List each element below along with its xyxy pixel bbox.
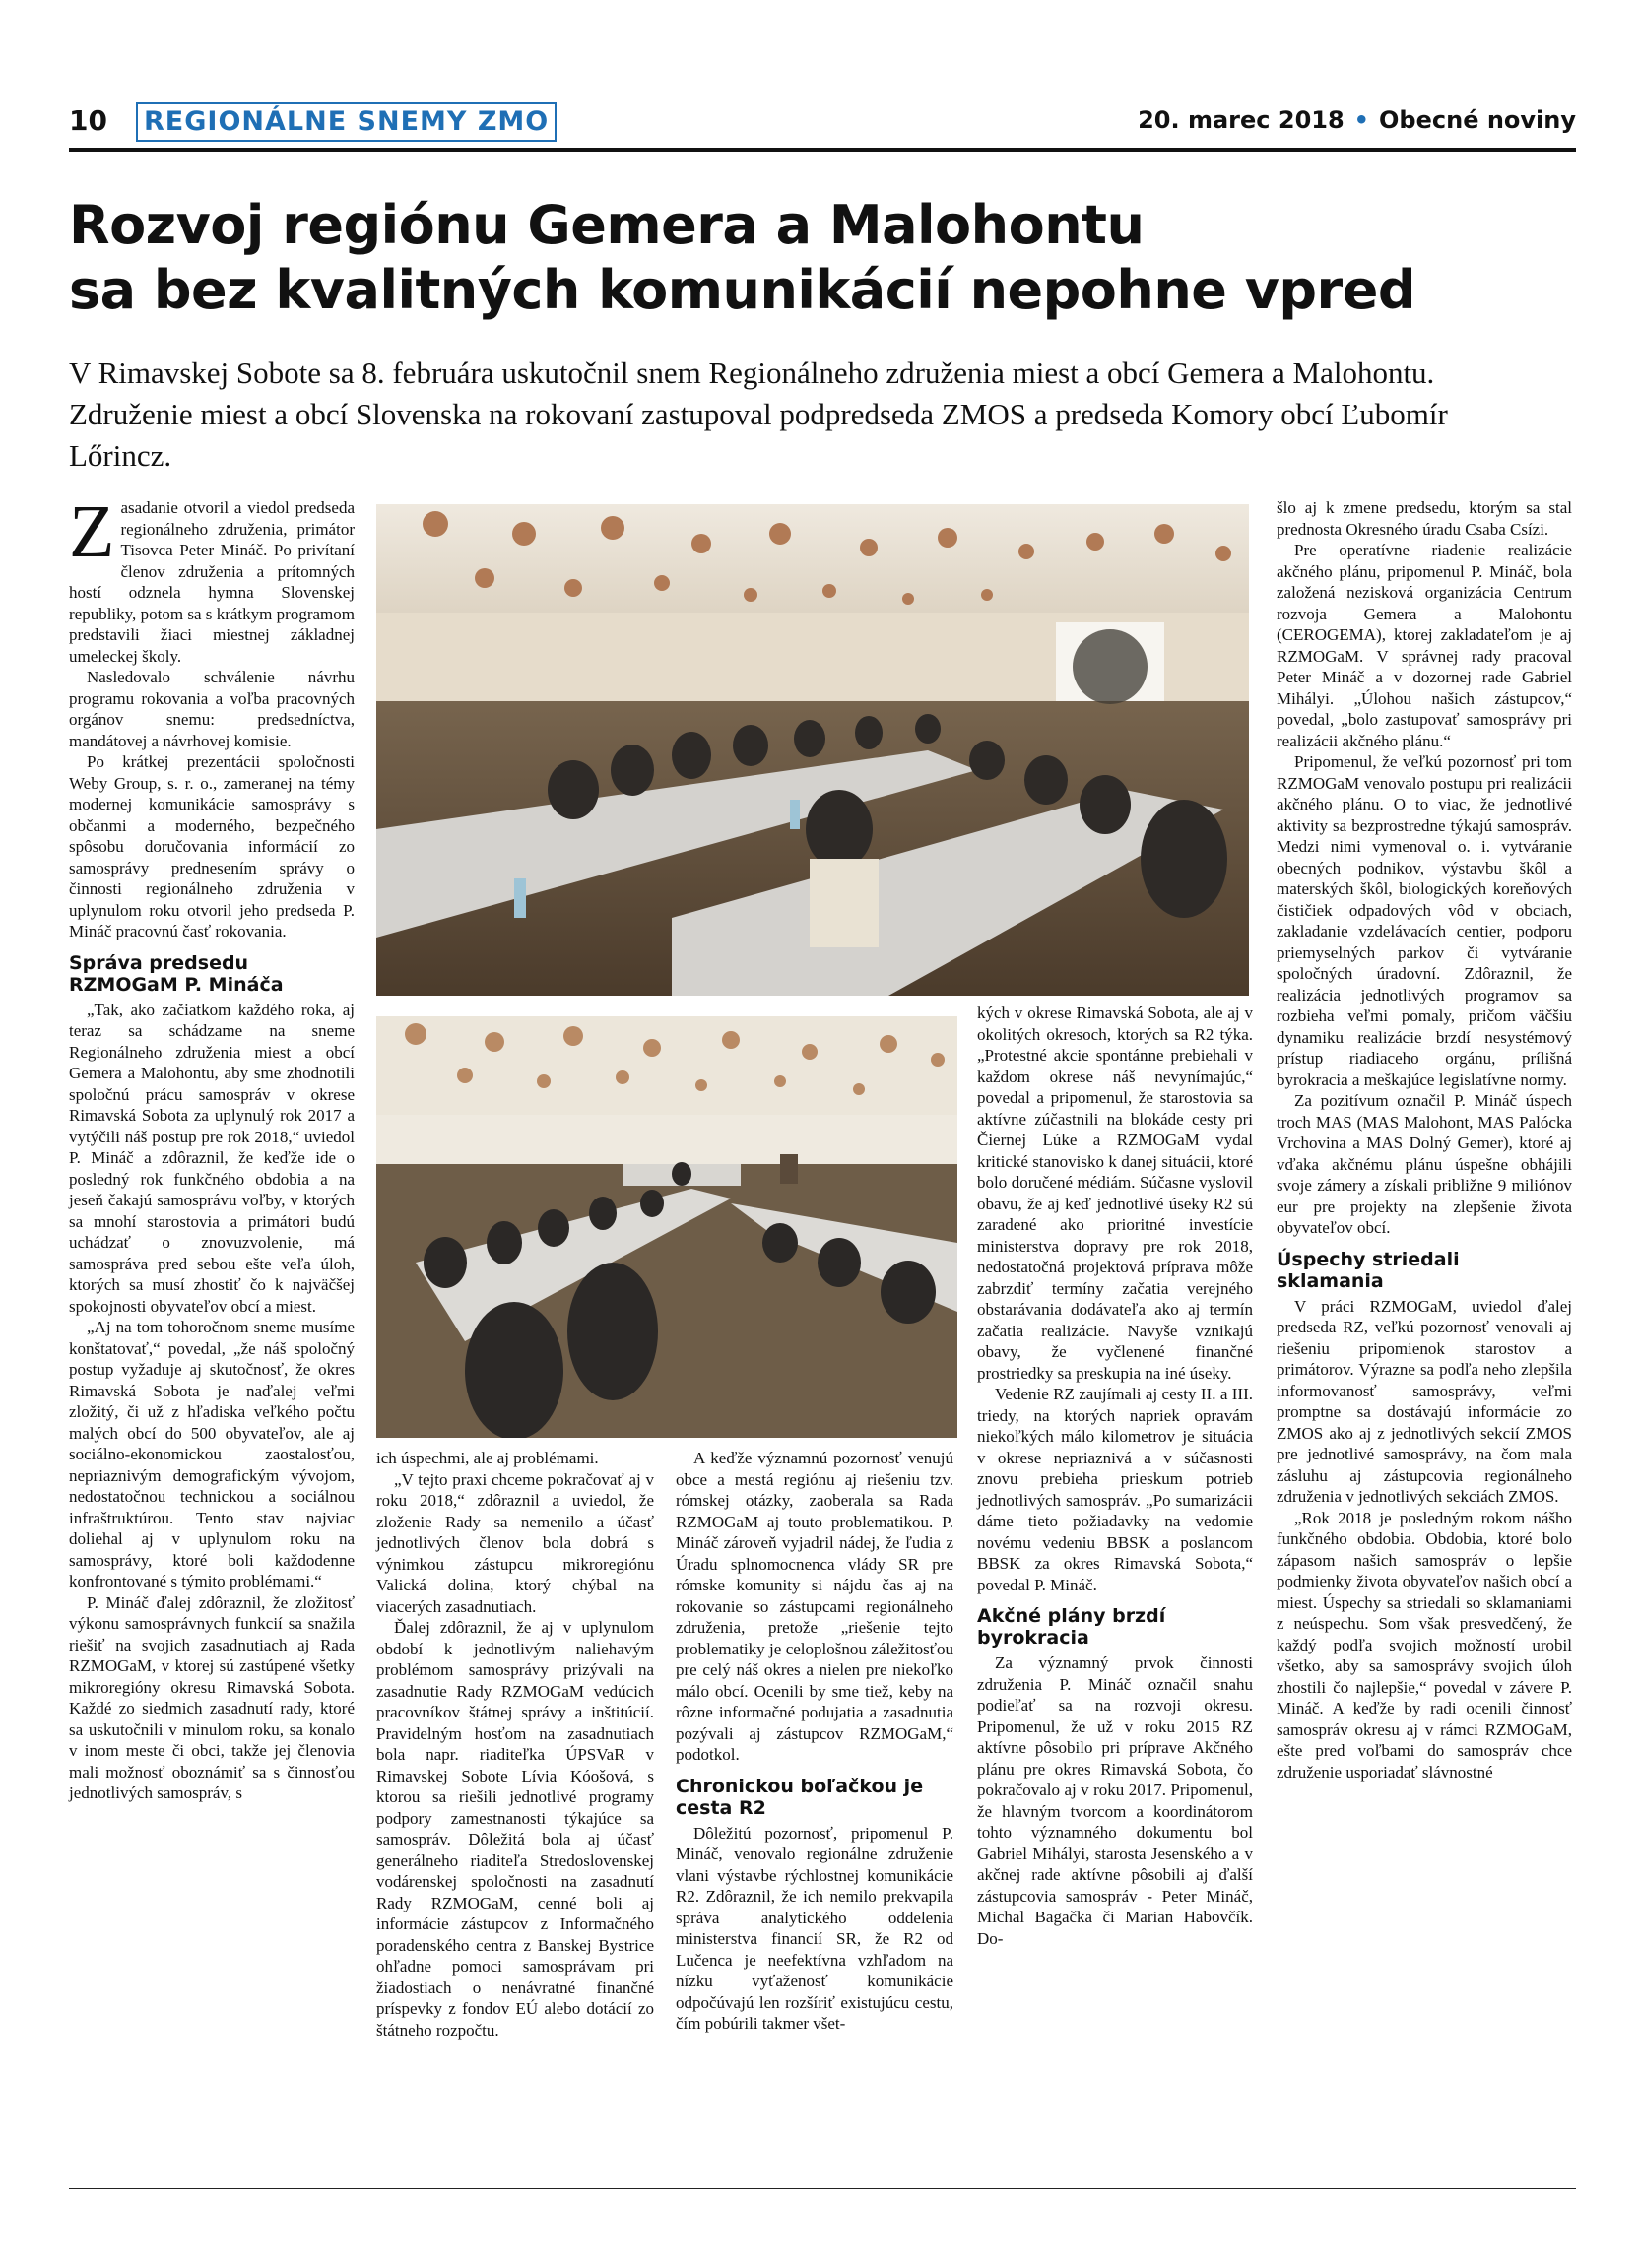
footer-rule (69, 2188, 1576, 2189)
meeting-table-image (376, 1016, 957, 1438)
paragraph: Ďalej zdôraznil, že aj v uplynulom období k jednotlivým naliehavým problémom samosprávy prizývali na zasadnutie Rady RZMOGaM vedúcich pracovníkov štátnej správy a inštitúcií. Pravidelným hosťom na zasadnutiach bola napr. riaditeľka ÚPSVaR v Rimavskej Sobote Lívia Kóošová, s ktorou sa riešili jednotlivé programy podpory zamestnanosti týkajúce sa samospráv. Dôležitá bola aj účasť generálneho riaditeľa Stredoslovenskej vodárenskej spoločnosti na zasadnutí Rady RZMOGaM, cenné boli aj informácie zástupcov z Informačného poradenského centra z Banskej Bystrice ohľadne pomoci samosprávam pri žiadostiach o nenávratné finančné príspevky z fondov EÚ alebo dotácií zo štátneho rozpočtu. (376, 1618, 654, 2040)
subheading: Chronickou boľačkou je cesta R2 (676, 1775, 924, 1819)
issue-info (1138, 106, 1576, 134)
title-line-2: sa bez kvalitných komunikácií nepohne vpred (69, 259, 1415, 321)
paragraph: Vedenie RZ zaujímali aj cesty II. a III. triedy, na ktorých napriek opravám niekoľkých málo kilometrov je situácia v okrese nepriaznivá a v súčasnosti znovu prebieha prieskum potrieb jednotlivých samospráv. „Po sumarizácii dáme tieto požiadavky na vedomie novému vedeniu BBSK a poslancom BBSK za okres Rimavská Sobota,“ povedal P. Mináč. (977, 1385, 1253, 1594)
paragraph: šlo aj k zmene predsedu, ktorým sa stal prednosta Okresného úradu Csaba Csízi. (1277, 498, 1572, 539)
conference-hall-image (376, 504, 1249, 996)
subheading: Akčné plány brzdí byrokracia (977, 1605, 1166, 1649)
paragraph: Po krátkej prezentácii spoločnosti Weby Group, s. r. o., zameranej na témy modernej komunikácie samosprávy s občanmi a moderného, bezpečného spôsobu doručovania informácií zo samosprávy prednesením správy o činnosti regionálneho združenia v uplynulom roku otvoril jeho predseda P. Mináč pracovnú časť rokovania. (69, 752, 355, 940)
paragraph (69, 490, 355, 667)
issue-date: 20. marec 2018 (1138, 106, 1345, 134)
publication-name: Obecné noviny (1379, 106, 1576, 134)
paragraph: Dôležitú pozornosť, pripomenul P. Mináč, venovalo regionálne združenie vlani výstavbe rýchlostnej komunikácie R2. Zdôraznil, že ich nemilo prekvapila správa analytického oddelenia ministerstva financií SR, že R2 od Lučenca je neefektívna vzhľadom na nízku vyťaženosť komunikácie odpočúvajú len rozšíriť existujúcu cestu, čím pobúrili takmer všet- (676, 1823, 953, 2033)
column-2 (376, 1448, 654, 2186)
paragraph: Za pozitívum označil P. Mináč úspech troch MAS (MAS Malohont, MAS Palócka Vrchovina a MAS Dolný Gemer), ktoré aj vďaka akčnému plánu úspešne obhájili svoje zámery a získali približne 9 miliónov eur pre projekty na zlepšenie života obyvateľov obcí. (1277, 1091, 1572, 1237)
conference-hall-photo (376, 504, 1249, 996)
column-5 (1277, 497, 1572, 2186)
paragraph: „Aj na tom tohoročnom sneme musíme konštatovať,“ povedal, „že náš spoločný postup vyžaduje aj skutočnosť, že okres Rimavská Sobota je naďalej veľmi zložitý, či už z hľadiska veľkého počtu malých obcí do 500 obyvateľov, ale aj sociálno-ekonomickou zaostalosťou, nepriaznivým demografickým vývojom, nedostatočnou technickou a sociálnou infraštruktúrou. Tento stav najviac doliehal aj v uplynulom roku na samosprávy, ktoré boli každodenne konfrontované s týmito problémami.“ (69, 1318, 355, 1590)
paragraph: „Tak, ako začiatkom každého roka, aj teraz sa schádzame na sneme Regionálneho združenia miest a obcí Gemera a Malohontu, aby sme zhodnotili spoločnú prácu samospráv v okrese Rimavská Sobota za uplynulý rok 2017 a vytýčili náš postup pre rok 2018,“ uviedol P. Mináč a zdôraznil, že keďže ide o posledný rok funkčného obdobia a na jeseň čakajú samosprávu voľby, v ktorých sa mnohí starostovia a primátori budú uchádzať o znovuzvolenie, má samospráva pred sebou ešte veľa úloh, ktorých sa musí zhostiť čo k najväčšej spokojnosti obyvateľov obcí a miest. (69, 1000, 355, 1316)
separator-dot: • (1353, 106, 1370, 134)
paragraph: „V tejto praxi chceme pokračovať aj v roku 2018,“ zdôraznil a uviedol, že zloženie Rady sa nemenilo a účasť jednotlivých členov bola dobrá s výnimkou zástupcu mikroregiónu Valická dolina, ktorý chýbal na viacerých zasadnutiach. (376, 1469, 654, 1616)
section-label: REGIONÁLNE SNEMY ZMO (136, 102, 557, 142)
paragraph: „Rok 2018 je posledným rokom nášho funkčného obdobia. Obdobia, ktoré bolo zápasom našich samospráv o lepšie podmienky života obyvateľov našich obcí a miest. Úspechy sa striedali so sklamaniami z neúspechu. Som však presvedčený, že každý podľa svojich možností urobil všetko, aby sa samosprávy svojich úloh zhostili čo najlepšie,“ povedal v závere P. Mináč. A keďže by radi ocenili činnosť samospráv okresu aj v rámci RZMOGaM, ešte pred voľbami do samospráv chce združenie usporiadať slávnostné (1277, 1508, 1572, 1782)
paragraph: P. Mináč ďalej zdôraznil, že zložitosť výkonu samosprávnych funkcií sa snažila riešiť na svojich zasadnutiach aj Rada RZMOGaM, v ktorej sú zastúpené všetky mikroregióny okresu Rimavská Sobota. Každé zo siedmich zasadnutí rady, ktoré sa uskutočnili v minulom roku, sa konalo v inom meste či obci, takže jej členovia mali možnosť oboznámiť sa s činnosťou jednotlivých samospráv, s (69, 1592, 355, 1802)
article-title (69, 193, 1576, 323)
page-header (69, 100, 1576, 146)
paragraph: ich úspechmi, ale aj problémami. (376, 1449, 599, 1467)
paragraph: V práci RZMOGaM, uviedol ďalej predseda RZ, veľkú pozornosť venovali aj riešeniu pripomienok starostov a primátorov. Výrazne sa podľa neho zlepšila informovanosť samosprávy, veľmi promptne sa dostávajú informácie zo ZMOS ako aj z jednotlivých sekcií ZMOS pre jednotlivé samosprávy, na čom mala zásluhu aj zástupcovia regionálneho združenia v jednotlivých sekciách ZMOS. (1277, 1296, 1572, 1506)
paragraph: Nasledovalo schválenie návrhu programu rokovania a voľba pracovných orgánov snemu: predsedníctva, mandátovej a návrhovej komisie. (69, 668, 355, 750)
page-number: 10 (69, 104, 107, 137)
header-rule (69, 148, 1576, 152)
subheading: Úspechy striedali sklamania (1277, 1248, 1460, 1292)
paragraph: Za významný prvok činnosti združenia P. Mináč označil snahu podieľať sa na rozvoji okresu. Pripomenul, že už v roku 2015 RZ aktívne pôsobilo pri príprave Akčného plánu pre okres Rimavská Sobota, čo pokračovalo aj v roku 2017. Pripomenul, že hlavným tvorcom a koordinátorom tohto významného dokumentu bol Gabriel Mihályi, starosta Jesenského a v akčnej rade aktívne pôsobili aj ďalší zástupcovia samospráv - Peter Mináč, Michal Bagačka či Marian Habovčík. Do- (977, 1653, 1253, 1948)
paragraph: Pripomenul, že veľkú pozornosť pri tom RZMOGaM venovalo postupu pri realizácii akčného plánu. O to viac, že jednotlivé aktivity sa bezprostredne týkajú samospráv. Medzi nimi vymenoval o. i. vytváranie obecných podnikov, výstavbu škôl a materských škôl, biologických koreňových čističiek odpadových vôd v obciach, zakladanie vzdelávacích centier, podporu priemyselných parkov či vytváranie spoločných úradovní. Zdôraznil, že realizácia jednotlivých programov sa rozbieha veľmi pomaly, pričom väčšiu dynamiku realizácie brzdí nesystémový prístup riadiaceho orgánu, prílišná byrokracia a meškajúce legislatívne normy. (1277, 752, 1572, 1089)
drop-cap: Z (69, 490, 115, 573)
column-3 (676, 1448, 953, 2186)
title-line-1: Rozvoj regiónu Gemera a Malohontu (69, 194, 1145, 256)
paragraph: Pre operatívne riadenie realizácie akčného plánu, pripomenul P. Mináč, bola založená nezisková organizácia Centrum rozvoja Gemera a Malohontu (CEROGEMA), ktorej zakladateľom je aj RZMOGaM. V správnej rady pracoval Peter Mináč a v dozornej rade Gabriel Mihályi. „Úlohou našich zástupcov,“ povedal, „bolo zastupovať samosprávy pri realizácii akčného plánu.“ (1277, 541, 1572, 750)
meeting-table-photo (376, 1016, 957, 1438)
paragraph-text: asadanie otvoril a viedol predseda regionálneho združenia, primátor Tisovca Peter Mináč. Po privítaní členov združenia a prítomných hostí odznela hymna Slovenskej republiky, potom sa s krátkym programom predstavili žiaci miestnej základnej umeleckej školy. (69, 498, 355, 666)
column-4 (977, 1003, 1253, 2186)
paragraph: kých v okrese Rimavská Sobota, ale aj v okolitých okresoch, ktorých sa R2 týka. „Protestné akcie spontánne prebiehali v každom okrese náš nevynímajúc,“ povedal a pripomenul, že starostovia sa aktívne zúčastnili na blokáde cesty pri Čiernej Lúke a RZMOGaM vydal kritické stanovisko k danej situácii, ktoré bolo doručené médiám. Súčasne vyslovil obavu, že aj keď jednotlivé úseky R2 sú zaradené ako prioritné investície ministerstva dopravy pre rok 2018, nedostatočná projektová príprava môže zabrzdiť termíny začatia verejného obstarávania dodávateľa ako aj termín začatia realizácie. Navyše vznikajú obavy, že vyčlenené finančné prostriedky sa preskupia na iné úseky. (977, 1004, 1253, 1383)
article-lead: V Rimavskej Sobote sa 8. februára uskutočnil snem Regionálneho združenia miest a obcí Gemera a Malohontu. Združenie miest a obcí Slovenska na rokovaní zastupoval podpredseda ZMOS a predseda Komory obcí Ľubomír Lőrincz. (69, 356, 1448, 473)
subheading: Správa predsedu RZMOGaM P. Mináča (69, 951, 284, 996)
column-1 (69, 490, 355, 2186)
paragraph: A keďže významnú pozornosť venujú obce a mestá regiónu aj riešeniu tzv. rómskej otázky, zaoberala sa Rada RZMOGaM aj touto problematikou. P. Mináč zároveň vyjadril nádej, že ľudia z Úradu splnomocnenca vlády SR pre rómske komunity si nájdu čas aj na rokovanie so zástupcami regionálneho združenia, pretože „riešenie tejto problematiky je celoplošnou záležitosťou pre celý náš okres a nielen pre niekoľko málo obcí. Ocenili by sme tiež, keby na rôzne informačné podujatia a zasadnutia pozývali aj zástupcov RZMOGaM,“ podotkol. (676, 1449, 953, 1764)
